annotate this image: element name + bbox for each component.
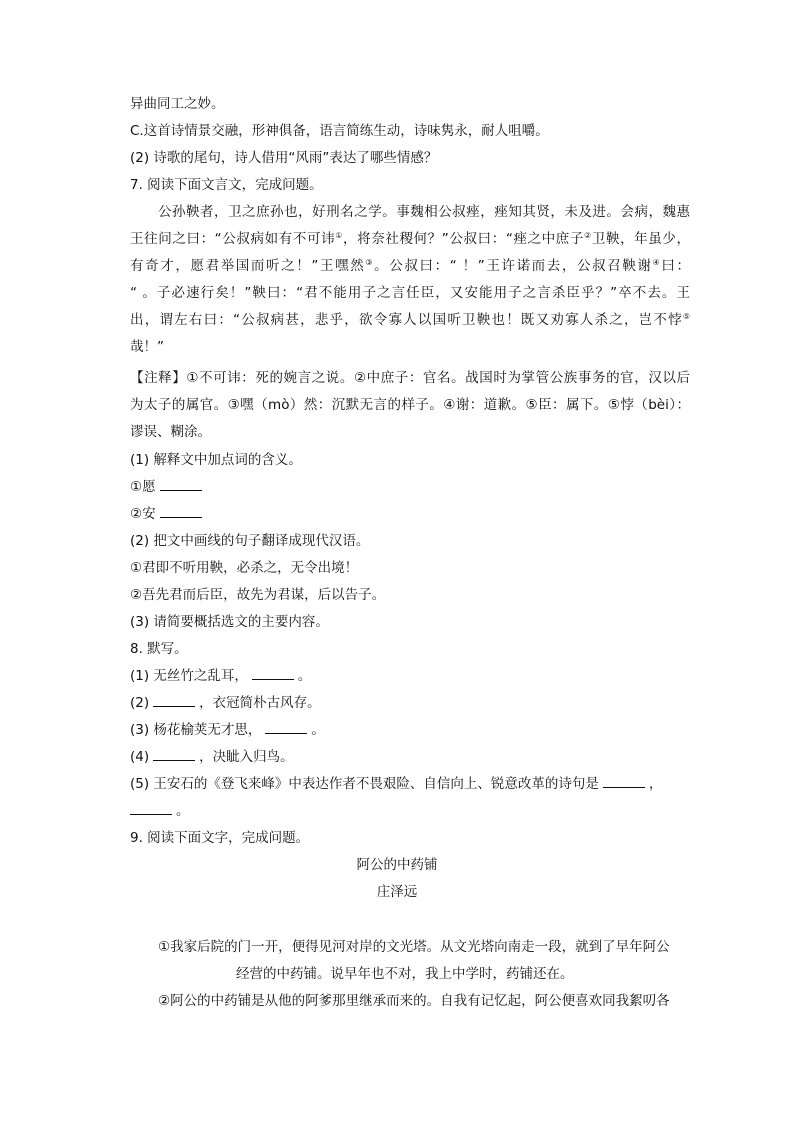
question-8-heading: 8. 默写。 [130, 641, 188, 657]
article-paragraph: ①我家后院的门一开，便得见河对岸的文光塔。从文光塔向南走一段，就到了早年阿公 [158, 939, 670, 955]
option-c: C.这首诗情景交融，形神俱备，语言简练生动，诗味隽永，耐人咀嚼。 [130, 123, 549, 139]
word-item: ①愿 [130, 477, 206, 497]
article-paragraph: 经营的中药铺。说早年也不对，我上中学时，药铺还在。 [236, 966, 574, 982]
passage-line: 出，谓左右曰：“公叔病甚，悲乎，欲令寡人以国听卫鞅也！既又劝寡人杀之，岂不悖⑤ [130, 312, 690, 328]
notes-line: 谬误、糊涂。 [130, 424, 211, 440]
answer-blank[interactable] [265, 721, 307, 734]
dictation-item: (4) ，决眦入归鸟。 [130, 749, 294, 765]
answer-blank[interactable] [252, 667, 294, 680]
text-line: 异曲同工之妙。 [130, 96, 225, 112]
article-author: 庄泽远 [376, 884, 418, 900]
passage-line: 有奇才，愿君举国而听之！”王嘿然③。公叔曰：“ ！”王许诺而去，公叔召鞅谢④曰： [130, 258, 691, 274]
answer-blank[interactable] [160, 478, 202, 491]
dictation-item: (1) 无丝竹之乱耳， 。 [130, 668, 312, 684]
question-2: (2) 诗歌的尾句，诗人借用“风雨”表达了哪些情感？ [130, 150, 438, 166]
passage-line: “ 。子必速行矣！”鞅曰：“君不能用子之言任臣，又安能用子之言杀臣乎？”卒不去。王 [130, 285, 690, 301]
footnote-mark: ⑤ [682, 312, 690, 321]
answer-blank[interactable] [130, 802, 172, 815]
answer-blank[interactable] [153, 694, 195, 707]
article-paragraph: ②阿公的中药铺是从他的阿爹那里继承而来的。自我有记忆起，阿公便喜欢同我絮叨各 [158, 993, 670, 1009]
footnote-mark: ① [335, 231, 343, 240]
passage-line: 公孙鞅者，卫之庶孙也，好刑名之学。事魏相公叔痤，痤知其贤，未及进。会病，魏惠 [158, 204, 690, 220]
dictation-item: (3) 杨花榆荚无才思， 。 [130, 722, 325, 738]
notes-line: 为太子的属官。③嘿（mò）然：沉默无言的样子。④谢：道歉。⑤臣：属下。⑤悖（bèi）： [130, 397, 690, 413]
dictation-item: (5) 王安石的《登飞来峰》中表达作者不畏艰险、自信向上、锐意改革的诗句是 ， [130, 776, 663, 792]
answer-blank[interactable] [603, 775, 645, 788]
dictation-item: (2) ，衣冠简朴古风存。 [130, 695, 321, 711]
passage-line: 哉！” [130, 339, 164, 355]
subquestion-2: (2) 把文中画线的句子翻译成现代汉语。 [130, 533, 370, 549]
question-7-heading: 7. 阅读下面文言文，完成问题。 [130, 177, 323, 193]
answer-blank[interactable] [160, 505, 202, 518]
sentence-item: ①君即不听用鞅，必杀之，无令出境！ [130, 560, 359, 576]
footnote-mark: ④ [652, 258, 662, 267]
footnote-mark: ② [584, 231, 592, 240]
article-title: 阿公的中药铺 [356, 857, 438, 873]
question-9-heading: 9. 阅读下面文字，完成问题。 [130, 830, 310, 846]
subquestion-1: (1) 解释文中加点词的含义。 [130, 452, 302, 468]
notes-line: 【注释】①不可讳：死的婉言之说。②中庶子：官名。战国时为掌管公族事务的官，汉以后 [130, 370, 690, 386]
subquestion-3: (3) 请简要概括选文的主要内容。 [130, 614, 329, 630]
answer-blank[interactable] [153, 748, 195, 761]
word-item: ②安 [130, 504, 206, 524]
sentence-item: ②吾先君而后臣，故先为君谋，后以告子。 [130, 587, 386, 603]
dictation-item: 。 [130, 801, 190, 821]
passage-line: 王往问之曰：“公叔病如有不可讳①，将奈社稷何？”公叔曰：“痤之中庶子②卫鞅，年虽少， [130, 231, 691, 247]
footnote-mark: ③ [365, 258, 375, 267]
